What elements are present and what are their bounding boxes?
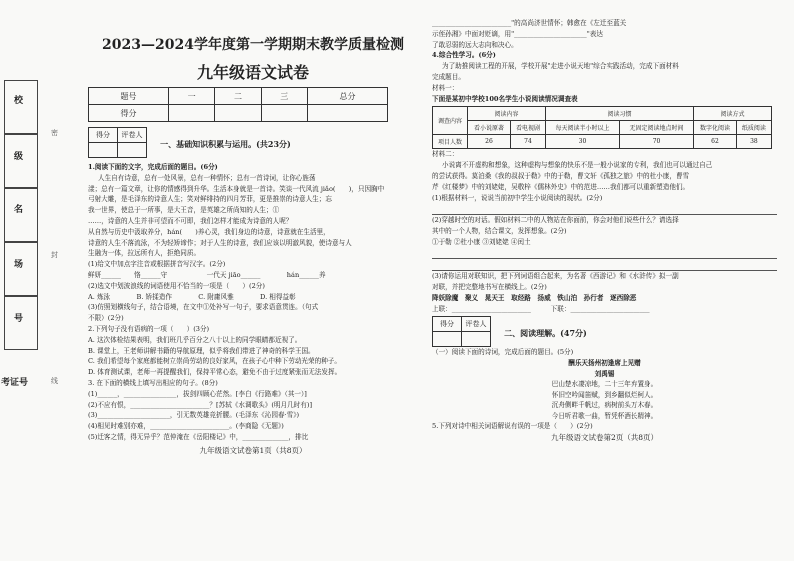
score-head-3: 三 xyxy=(261,88,307,105)
answer-line[interactable] xyxy=(432,203,777,215)
section2-title: 二、阅读理解。(47分) xyxy=(504,328,587,339)
text-line: 了敢忍弱的远大志向和决心。 xyxy=(432,40,518,49)
choice-line: D. 体育测试课，老师一再提醒我们，保持平常心态，避免不由于过度紧张而无法发挥。 xyxy=(88,368,342,377)
text-line: 1.阅读下面的文字，完成后面的题目。(6分) xyxy=(88,163,218,171)
text-line: 2.下列句子没有语病的一项（ ）(3分) xyxy=(88,324,210,333)
text-line: 完成题目。 xyxy=(432,72,465,81)
grader-name-label: 评卷人 xyxy=(118,128,147,143)
page-1 xyxy=(88,28,418,456)
survey-table xyxy=(432,106,772,149)
page-2 xyxy=(432,18,777,443)
text-line: 材料一： xyxy=(432,83,459,92)
score-cell-2[interactable] xyxy=(215,105,261,122)
answer-line[interactable]: 示侄孙湘》中面对贬谪，用"______________________"表达 xyxy=(432,29,603,38)
score-cell-total[interactable] xyxy=(307,105,387,122)
text-line: 为了助推阅读工程的开展，学校开展"走进小说天地"综合实践活动，完成下面材料 xyxy=(442,62,679,71)
choice-line: C. 我们希望每个家庭都能树立崇尚劳动的良好家风，在孩子心中种下劳动光荣的种子。 xyxy=(88,357,341,366)
answer-line[interactable]: (5)迁客之情，得无异乎？范仲淹在《岳阳楼记》中，______________，排比 xyxy=(88,432,309,441)
score-head-2: 二 xyxy=(215,88,261,105)
exam-title: 2023—2024学年度第一学期期末教学质量检测 xyxy=(102,37,404,53)
text-line: 诗意的人生不落流泳，不为轻矫谛作；对于人生的诗意，我们应该以明澈风貌，使诗意与人 xyxy=(88,238,352,247)
option-line: ①于勒 ②杜小康 ③刘姥姥 ④闰土 xyxy=(432,237,531,246)
paper-title: 九年级语文试卷 xyxy=(196,63,309,82)
score-head-total: 总分 xyxy=(307,88,387,105)
text-line: 3. 在下面的横线上填写出相应的句子。(8分) xyxy=(88,378,218,387)
survey-col: 纸质阅读 xyxy=(736,121,771,135)
choice-line: A. 这次体检结果表明，我们班几乎百分之八十以上的同学眼睛都近视了。 xyxy=(88,335,302,344)
survey-value: 70 xyxy=(620,135,694,149)
poem-title: 酬乐天扬州初逢席上见赠 xyxy=(568,359,641,368)
score-cell-1[interactable] xyxy=(169,105,215,122)
score-head-1: 一 xyxy=(169,88,215,105)
text-line: 材料二： xyxy=(432,150,459,159)
survey-header-label: 调查内容 xyxy=(433,107,468,135)
text-line: （一）阅读下面的诗词，完成后面的题目。(5分) xyxy=(432,348,574,357)
grader-score-label: 得分 xyxy=(89,128,118,143)
binding-label-seat: 号 xyxy=(14,314,24,324)
grader-name-cell[interactable] xyxy=(118,143,147,158)
text-line: (1)根据材料一，说说当前初中学生小说阅读的现状。(2分) xyxy=(432,193,603,202)
text-line: 人生自有诗意，总有一处风景，总有一种情怀；总有一首诗词，让你心旌荡 xyxy=(98,173,316,182)
grader-box-1 xyxy=(88,127,147,158)
survey-group-method: 阅读方式 xyxy=(694,107,772,121)
couplet-answer-line[interactable]: 上联：________________________ 下联：________________________ xyxy=(432,304,650,313)
score-head-qno: 题号 xyxy=(89,88,169,105)
text-line: 生融为一体，拉远所有人，拒绝同质。 xyxy=(88,249,201,258)
answer-line[interactable]: 鲜妍______ 恪______守 一代天 jiāo______ hán______养 xyxy=(88,270,326,279)
binding-label-name: 名 xyxy=(14,205,24,215)
text-line: 弓射大雕，是毛泽东的诗意人生；笑对鲜绯持的四月芳菲，更是推崇的诗意人生；忘 xyxy=(88,195,332,204)
text-line: 芹《红楼梦》中的刘姥姥，吴敬梓《儒林外史》中的范进……我们都可以重新塑造他们。 xyxy=(432,182,690,191)
poem-line: 沉舟侧畔千帆过，病树前头万木春。 xyxy=(551,401,658,410)
text-line: 对联，并把完整地书写在横线上。(2分) xyxy=(432,282,547,291)
answer-line[interactable]: (1)______，________________，拔剑四顾心茫然。[李白《行路难》（其一）] xyxy=(88,389,307,398)
page-footer-2: 九年级语文试卷第2页（共8页） xyxy=(550,432,659,442)
answer-line[interactable] xyxy=(432,259,777,271)
answer-line[interactable]: (3)______________________，引无数英雄竞折腰。(毛泽东《沁园春·雪》) xyxy=(88,411,300,420)
answer-line[interactable]: (4)相见时难别亦难，________________________。(李商隐《无题》) xyxy=(88,422,284,431)
text-line: 4.综合性学习。(6分) xyxy=(432,51,496,60)
school-box xyxy=(4,80,38,134)
poem-line: 怀旧空吟闻笛赋，到乡翻似烂柯人。 xyxy=(551,390,658,399)
word-bank: 降妖除魔 聚义 晁天王 取经路 扬威 铁山泊 孙行者 逐西除恶 xyxy=(432,293,637,302)
text-line: 漾；总有一篇文章，让你的情感得到升华。生活本身就是一首诗。笑谈一代风流 jiǎo( )，只因胸中 xyxy=(88,184,385,193)
fold-mark-line: 线 xyxy=(51,377,58,385)
score-table xyxy=(88,87,388,122)
poem-author: 刘禹锡 xyxy=(594,369,615,378)
score-cell-3[interactable] xyxy=(261,105,307,122)
survey-value: 26 xyxy=(468,135,511,149)
answer-line[interactable]: ________________________"的高尚济世情怀；韩愈在《左迁至蓝关 xyxy=(432,19,627,27)
binding-label-school: 校 xyxy=(14,96,24,106)
text-line: (3)请你运用对联知识，把下列词语组合起来，为名著《西游记》和《水浒传》拟一副 xyxy=(432,272,679,281)
text-line: (1)给文中加点字注音或根据拼音写汉字。(2分) xyxy=(88,260,226,269)
survey-col: 看小说原著 xyxy=(468,121,511,135)
choice-line: B. 课堂上，王老师讲解书籍的导航原理，似乎将我们带进了神奇的科学王国。 xyxy=(88,346,315,355)
grader-box-2 xyxy=(432,316,491,347)
survey-col: 无固定阅读地点时间 xyxy=(620,121,694,135)
survey-value: 74 xyxy=(510,135,545,149)
poem-line: 巴山楚水凄凉地，二十三年弃置身。 xyxy=(551,380,658,389)
section1-title: 一、基础知识积累与运用。(共23分) xyxy=(160,139,291,149)
text-line: 不限）(2分) xyxy=(88,314,124,323)
text-line: (2)穿越时空的对话。假如材料二中的人物站在你面前，你会对他们说些什么？请选择 xyxy=(432,216,679,225)
text-line: 其中的一个人物，结合课文，发挥想象。(2分) xyxy=(432,226,567,235)
survey-col: 看电视剧 xyxy=(510,121,545,135)
grader-name-cell[interactable] xyxy=(462,332,491,347)
section1-header xyxy=(88,127,418,158)
binding-label-exam-id: 考证号 xyxy=(1,378,29,388)
name-box xyxy=(4,188,38,242)
survey-col: 数字化阅读 xyxy=(694,121,737,135)
survey-value: 38 xyxy=(736,135,771,149)
fold-mark-seal2: 封 xyxy=(51,251,58,259)
survey-group-habit: 阅读习惯 xyxy=(545,107,693,121)
grader-score-cell[interactable] xyxy=(89,143,118,158)
survey-col: 每天阅读半小时以上 xyxy=(545,121,619,135)
text-line: 从自然与历史中汲取养分，hán( )养心灵，我们身边的诗意，诗意就在生活里， xyxy=(88,227,330,236)
fold-mark-seal: 密 xyxy=(51,129,58,137)
poem-line: 今日听君歌一曲，暂凭杯酒长精神。 xyxy=(551,411,658,420)
grader-score-label: 得分 xyxy=(433,317,462,332)
answer-line[interactable] xyxy=(432,248,777,260)
text-line: 小说离不开虚构和想象，这种虚构与想象的快乐不是一般小说家的专利，我们也可以通过自己 xyxy=(442,161,713,170)
survey-value: 30 xyxy=(545,135,619,149)
answer-line[interactable]: (2)不应有恨，________________________？[苏轼《水调歌头》(明月几时有)] xyxy=(88,400,313,409)
section2-header xyxy=(432,316,777,347)
page-footer-1: 九年级语文试卷第1页（共8页） xyxy=(199,445,307,455)
grader-score-cell[interactable] xyxy=(433,332,462,347)
text-line: 我一世界，使总于一所事，是大王音，是英雄之所尚知的人生；① xyxy=(88,206,280,215)
grader-name-label: 评卷人 xyxy=(462,317,491,332)
score-row-label: 得分 xyxy=(89,105,169,122)
text-line: (2)选文中划波浪线的词语使用不恰当的一项是（ ）(2分) xyxy=(88,281,265,290)
text-line: 5.下列对诗中相关词语解说有误的一项是（ ）(2分) xyxy=(432,422,593,431)
left-questions xyxy=(88,162,418,443)
binding-label-room: 场 xyxy=(14,260,24,270)
survey-row-label: 项目人数 xyxy=(433,135,468,149)
survey-group-content: 阅读内容 xyxy=(468,107,546,121)
survey-value: 62 xyxy=(694,135,737,149)
text-line: 的尝试获得。莫泊桑《我的叔叔于勒》中的于勒，曹文轩《孤独之旅》中的杜小康，曹雪 xyxy=(432,171,690,180)
text-line: ……，诗意的人生并非可望而不可即，我们怎样才能成为诗意的人呢？ xyxy=(88,216,293,225)
survey-caption: 下面是某初中学校100名学生小说阅读情况调查表 xyxy=(432,94,578,103)
binding-margin xyxy=(0,80,40,500)
binding-label-class: 级 xyxy=(14,152,24,162)
choice-line: A. 炼泳 B. 矫揉造作 C. 附庸风雅 D. 相得益彰 xyxy=(88,292,296,301)
text-line: (3)仿照划横线句子，结合语境，在文中①处补写一句子，要求语意贯连。（句式 xyxy=(88,303,319,312)
